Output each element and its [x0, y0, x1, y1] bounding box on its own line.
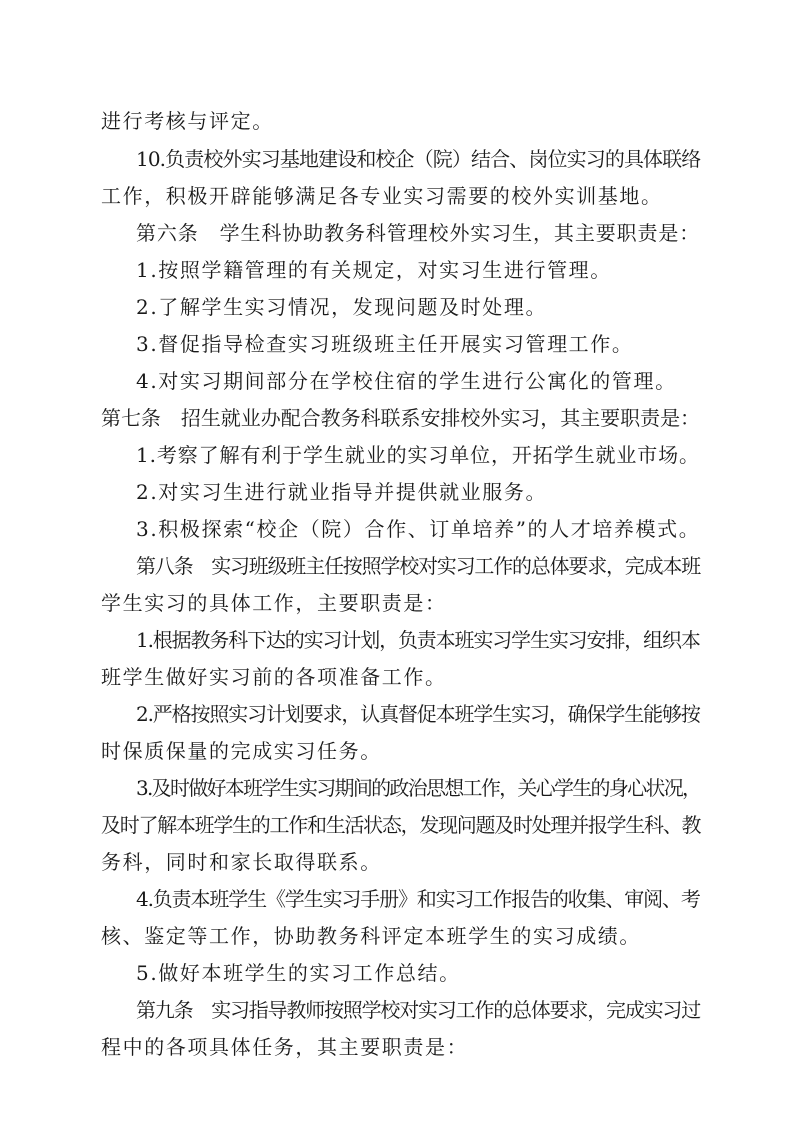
text-line: 1.考察了解有利于学生就业的实习单位，开拓学生就业市场。	[136, 443, 700, 467]
text-line: 学生实习的具体工作，主要职责是：	[101, 591, 447, 615]
text-line: 核、鉴定等工作，协助教务科评定本班学生的实习成绩。	[101, 924, 641, 948]
text-line: 进行考核与评定。	[101, 109, 274, 133]
text-line: 3.督促指导检查实习班级班主任开展实习管理工作。	[136, 332, 634, 356]
text-line: 工作，积极开辟能够满足各专业实习需要的校外实训基地。	[101, 184, 663, 208]
text-line: 4.负责本班学生《学生实习手册》和实习工作报告的收集、审阅、考	[136, 887, 700, 911]
text-line: 务科，同时和家长取得联系。	[101, 850, 382, 874]
text-line: 3.积极探索“校企（院）合作、订单培养”的人才培养模式。	[136, 517, 701, 541]
text-line: 班学生做好实习前的各项准备工作。	[101, 665, 447, 689]
text-line: 3.及时做好本班学生实习期间的政治思想工作，关心学生的身心状况，	[136, 776, 701, 800]
text-line: 时保质保量的完成实习任务。	[101, 739, 382, 763]
text-line: 2.了解学生实习情况，发现问题及时处理。	[136, 295, 548, 319]
text-line: 4.对实习期间部分在学校住宿的学生进行公寓化的管理。	[136, 369, 677, 393]
text-line: 1.按照学籍管理的有关规定，对实习生进行管理。	[136, 258, 612, 282]
article-heading: 第六条 学生科协助教务科管理校外实习生，其主要职责是：	[136, 221, 701, 245]
article-heading: 第八条 实习班级班主任按照学校对实习工作的总体要求，完成本班	[136, 554, 700, 578]
text-line: 1.根据教务科下达的实习计划，负责本班实习学生实习安排，组织本	[136, 628, 700, 652]
text-line: 5.做好本班学生的实习工作总结。	[136, 961, 461, 985]
article-heading: 第九条 实习指导教师按照学校对实习工作的总体要求，完成实习过	[136, 998, 700, 1022]
text-line: 及时了解本班学生的工作和生活状态，发现问题及时处理并报学生科、教	[101, 813, 701, 837]
text-line: 程中的各项具体任务，其主要职责是：	[101, 1035, 469, 1059]
text-line: 10.负责校外实习基地建设和校企（院）结合、岗位实习的具体联络	[136, 147, 701, 171]
text-line: 2.严格按照实习计划要求，认真督促本班学生实习，确保学生能够按	[136, 702, 700, 726]
text-line: 2.对实习生进行就业指导并提供就业服务。	[136, 480, 548, 504]
article-heading: 第七条 招生就业办配合教务科联系安排校外实习，其主要职责是：	[101, 406, 700, 430]
